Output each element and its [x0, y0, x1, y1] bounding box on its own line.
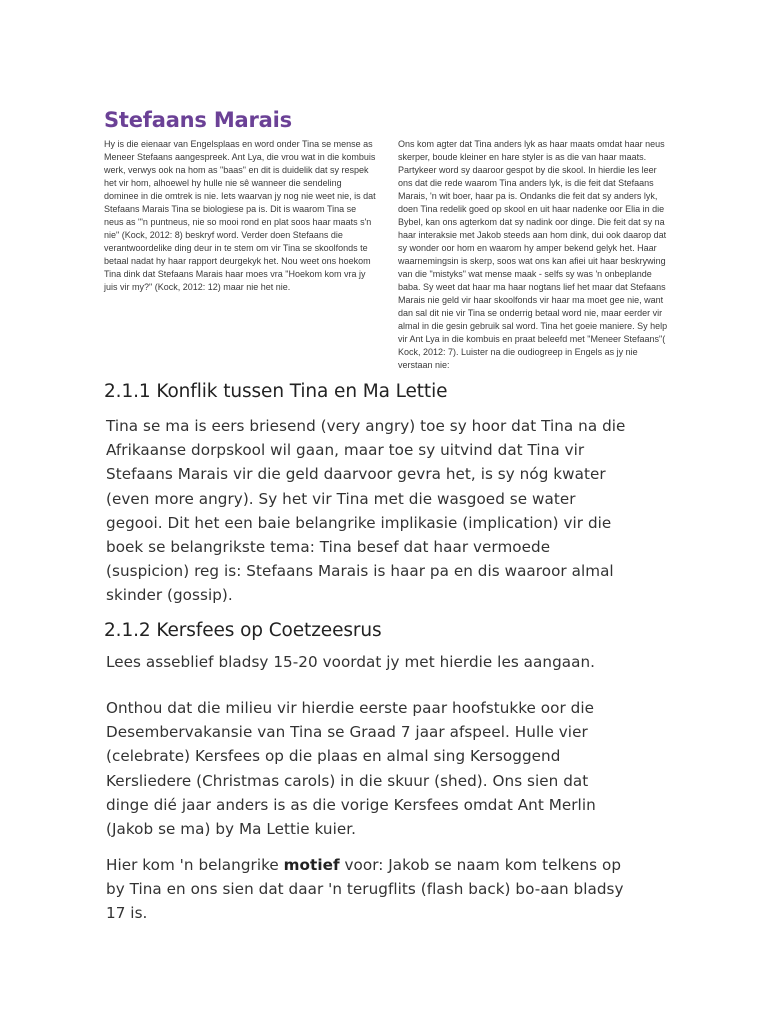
motif-text-after: voor: Jakob se naam kom telkens op by Tina en ons sien dat daar 'n terugflits (flash back) bo-aan bladsy 17 is.	[106, 856, 624, 923]
motif-term: motief	[283, 856, 340, 874]
motif-text-before: Hier kom 'n belangrike	[106, 856, 284, 874]
motif-paragraph	[106, 853, 626, 926]
section-2-1-1-paragraph: Tina se ma is eers briesend (very angry) toe sy hoor dat Tina na die Afrikaanse dorpskool wil gaan, maar toe sy uitvind dat Tina vir Stefaans Marais vir die geld daarvoor gevra het, is sy nóg kwater (even more angry). Sy het vir Tina met die wasgoed se water gegooi. Dit het een baie belangrike implikasie (implication) vir die boek se belangrikste tema: Tina besef dat haar vermoede (suspicion) reg is: Stefaans Marais is haar pa en dis waaroor almal skinder (gossip).	[106, 417, 626, 605]
section-heading-2-1-2: 2.1.2 Kersfees op Coetzeesrus	[104, 620, 382, 641]
milieu-paragraph: Onthou dat die milieu vir hierdie eerste paar hoofstukke oor die Desembervakansie van Tina se Graad 7 jaar afspeel. Hulle vier (celebrate) Kersfees op die plaas en almal sing Kersoggend Kersliedere (Christmas carols) in die skuur (shed). Ons sien dat dinge dié jaar anders is as die vorige Kersfees omdat Ant Merlin (Jakob se ma) by Ma Lettie kuier.	[106, 699, 596, 839]
left-column-text: Hy is die eienaar van Engelsplaas en word onder Tina se mense as Meneer Stefaans aangespreek. Ant Lya, die vrou wat in die kombuis werk, verwys ook na hom as "baas" en dit is duidelik dat sy respek het vir hom, alhoewel hy hulle nie sê wanneer die sendeling dominee in die omtrek is nie. Iets waarvan jy nog nie weet nie, is dat Stefaans Marais Tina se biologiese pa is. Dit is waarom Tina se neus as "'n puntneus, nie so mooi rond en plat soos haar maats s'n nie" (Kock, 2012: 8) beskryf word. Verder doen Stefaans die verantwoordelike ding deur in te stem om vir Tina se skoolfonds te betaal nadat hy haar rapport deurgekyk het. Nou weet ons hoekom Tina dink dat Stefaans Marais haar moes vra "Hoekom kom vra jy juis vir my?" (Kock, 2012: 12) maar nie het nie.	[104, 139, 376, 292]
section-heading-2-1-1: 2.1.1 Konflik tussen Tina en Ma Lettie	[104, 381, 448, 402]
right-column-text: Ons kom agter dat Tina anders lyk as haar maats omdat haar neus skerper, boude kleiner en hare styler is as die van haar maats. Partykeer word sy daaroor gespot by die skool. In hierdie les leer ons dat die rede waarom Tina anders lyk, is die feit dat Stefaans Marais, 'n wit boer, haar pa is. Ondanks die feit dat sy anders lyk, doen Tina redelik goed op skool en uit haar nadenke oor Elia in die Bybel, kan ons agterkom dat sy nadink oor dinge. Die feit dat sy na haar interaksie met Jakob steeds aan hom dink, dui ook daarop dat sy wonder oor hom en waarom hy amper bekend gelyk het. Haar waarnemingsin is skerp, soos wat ons kan afiei uit haar beskrywing van die "mistyks" wat mense maak - selfs sy was 'n onbeplande baba. Sy weet dat haar ma haar nogtans lief het maar dat Stefaans Marais nie geld vir haar skoolfonds vir haar ma moet gee nie, want dan sal dit nie vir Tina se onderrig betaal word nie, maar eerder vir almal in die gesin gebruik sal word. Tina het goeie maniere. Sy help vir Ant Lya in die kombuis en praat beleefd met "Meneer Stefaans"( Kock, 2012: 7). Luister na die oudiogreep in Engels as jy nie verstaan nie:	[398, 139, 668, 370]
reading-instruction: Lees asseblief bladsy 15-20 voordat jy met hierdie les aangaan.	[106, 653, 596, 671]
page-title: Stefaans Marais	[104, 108, 292, 133]
